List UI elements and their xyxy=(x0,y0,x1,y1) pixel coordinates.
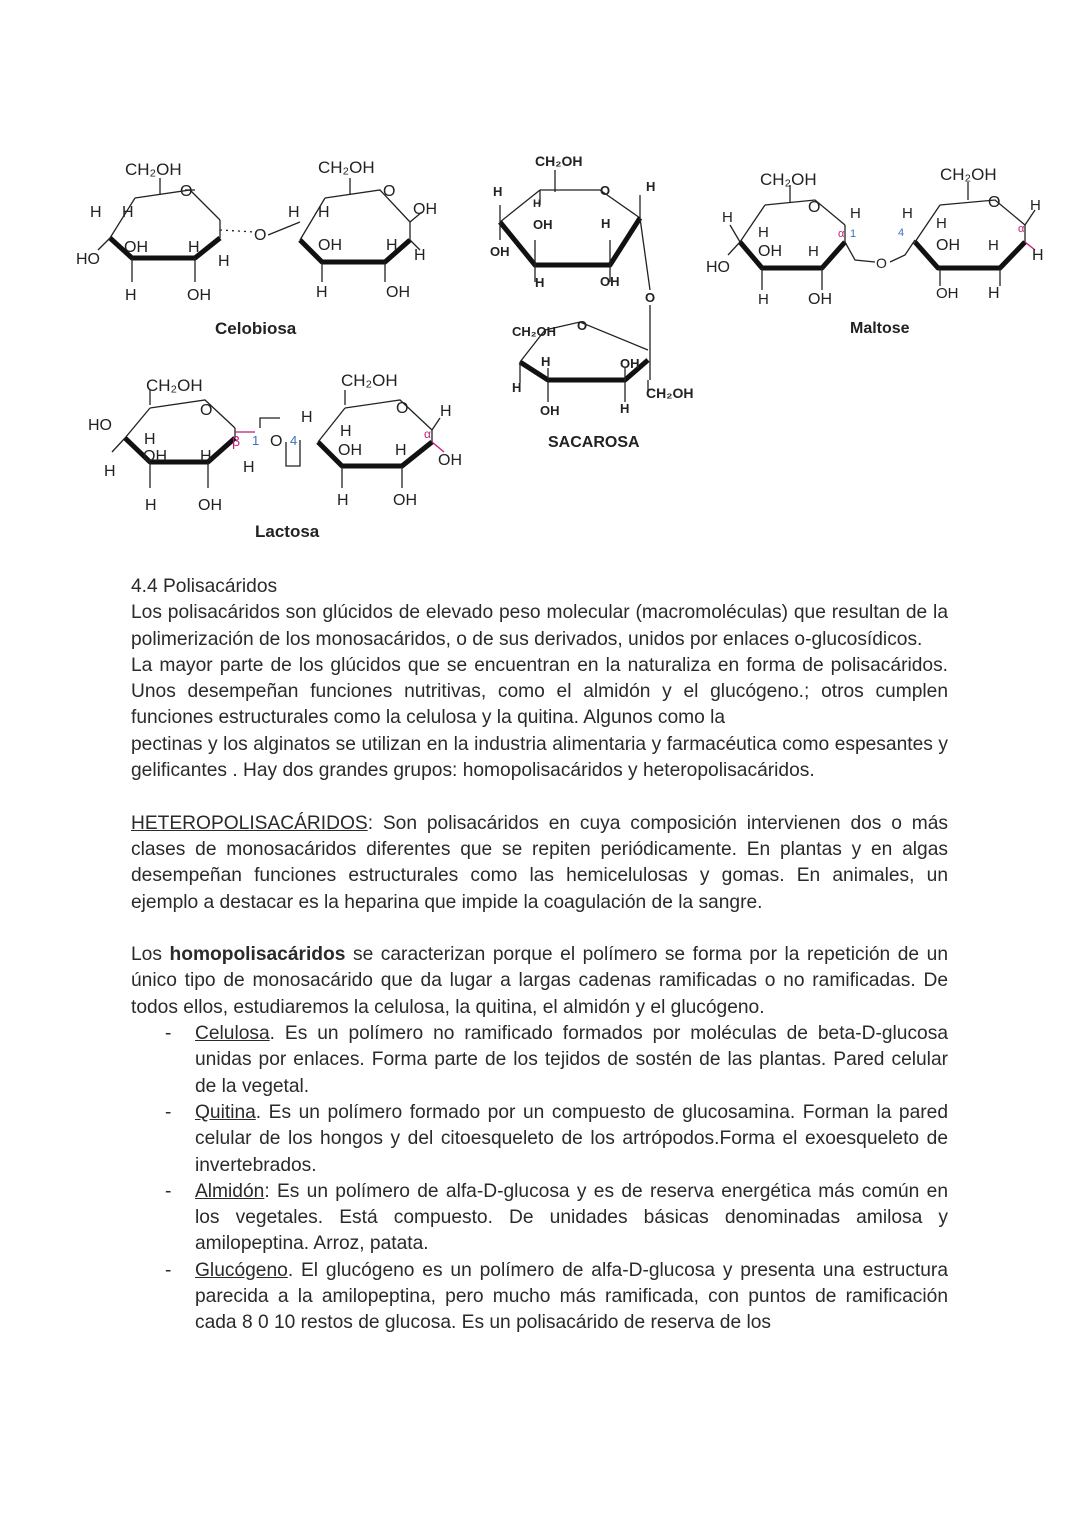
homopolisacaridos-paragraph xyxy=(131,942,948,1021)
maltose-label: α xyxy=(838,228,845,240)
lactosa-label: H xyxy=(340,423,352,440)
lactosa-label: H xyxy=(440,403,452,420)
sacarosa-label: O xyxy=(600,183,611,198)
sacarosa-label: OH xyxy=(533,217,553,232)
groups-paragraph-a: La mayor parte de los glúcidos que se encuentran en la naturaliza en forma de polisacáridos. Unos desempeñan funciones nutritivas, como el almidón y el glucógeno.; otros cumplen funciones estructurales como la celulosa y la quitina. Algunos como la xyxy=(131,654,948,729)
maltose-label: H xyxy=(988,237,999,254)
lactosa-label: H xyxy=(200,448,212,465)
sacarosa-label: H xyxy=(535,275,545,290)
lactosa-label: OH xyxy=(393,492,417,509)
maltose-label: OH xyxy=(808,291,832,308)
celobiosa-label: H xyxy=(386,237,398,254)
lactosa-structure xyxy=(88,371,462,541)
sacarosa-structure xyxy=(490,153,693,451)
maltose-label: OH xyxy=(758,243,782,260)
celobiosa-label: OH xyxy=(187,287,211,304)
maltose-label: H xyxy=(936,215,947,232)
maltose-label: CH₂OH xyxy=(940,165,997,184)
lactosa-label: H xyxy=(301,409,313,426)
celobiosa-label: OH xyxy=(124,239,148,256)
celobiosa-label: O xyxy=(383,183,396,200)
celobiosa-label: OH xyxy=(318,237,342,254)
lactosa-label: O xyxy=(200,402,213,419)
lactosa-label: OH xyxy=(198,497,222,514)
celobiosa-label: H xyxy=(122,204,134,221)
sacarosa-label: H xyxy=(646,179,656,194)
item-text: . Es un polímero no ramificado formados por moléculas de beta-D-glucosa unidas por enlaces. Forma parte de los tejidos de sostén de las plantas. Pared celular de la vegetal. xyxy=(195,1023,948,1097)
celobiosa-label: O xyxy=(254,227,267,244)
maltose-label: CH₂OH xyxy=(760,170,817,189)
lactosa-label: CH₂OH xyxy=(146,376,203,395)
sacarosa-label: OH xyxy=(600,274,620,289)
list-dash: - xyxy=(165,1180,172,1202)
groups-paragraph-b: pectinas y los alginatos se utilizan en la industria alimentaria y farmacéutica como espesantes y gelificantes . Hay dos grandes grupos: homopolisacáridos y heteropolisacáridos. xyxy=(131,733,948,782)
sacarosa-label: H xyxy=(533,198,541,210)
lactosa-label: α xyxy=(424,427,431,441)
maltose-label: OH xyxy=(936,237,960,254)
heteropolisacaridos-text: : Son polisacáridos en cuya composición intervienen dos o más clases de monosacáridos diferentes que se repiten periódicamente. En plantas y en algas desempeñan funciones estructurales como las hemicelulosas y gomas. En animales, un ejemplo a destacar es la heparina que impide la coagulación de la sangre. xyxy=(131,812,948,913)
sacarosa-label: H xyxy=(541,354,551,369)
lactosa-label: H xyxy=(104,463,116,480)
lactosa-label: β xyxy=(232,433,241,449)
maltose-label: H xyxy=(1032,247,1044,264)
maltose-caption: Maltose xyxy=(850,320,910,337)
list-dash: - xyxy=(165,1101,172,1123)
celobiosa-label: OH xyxy=(413,201,437,218)
section-heading: 4.4 Polisacáridos xyxy=(131,576,278,597)
lactosa-label: O xyxy=(396,400,409,417)
item-term: Glucógeno xyxy=(195,1259,288,1281)
celobiosa-label: H xyxy=(218,253,230,270)
list-dash: - xyxy=(165,1259,172,1281)
sacarosa-label: H xyxy=(601,216,611,231)
homopolisacaridos-term: homopolisacáridos xyxy=(169,944,346,966)
maltose-label: H xyxy=(808,243,819,260)
sacarosa-caption: SACAROSA xyxy=(548,434,640,451)
item-text: : Es un polímero de alfa-D-glucosa y es de reserva energética más común en los vegetales. Está compuesto. De unidades básicas denominadas amilosa y amilopeptina. Arroz, patata. xyxy=(195,1180,948,1255)
sacarosa-label: O xyxy=(645,290,656,305)
maltose-label: 4 xyxy=(898,227,905,239)
maltose-label: H xyxy=(722,209,733,226)
sacarosa-label: OH xyxy=(540,403,560,418)
lactosa-label: OH xyxy=(338,442,362,459)
maltose-label: OH xyxy=(936,285,959,302)
celobiosa-label: OH xyxy=(386,284,410,301)
celobiosa-label: H xyxy=(316,284,328,301)
maltose-label: α xyxy=(1018,223,1025,235)
celobiosa-label: H xyxy=(125,287,137,304)
item-term: Almidón xyxy=(195,1180,265,1202)
list-item xyxy=(131,1179,948,1258)
sacarosa-label: CH₂OH xyxy=(646,385,694,401)
sacarosa-label: O xyxy=(577,318,588,333)
homo-pre: Los xyxy=(131,944,170,966)
homopolisacaridos-list xyxy=(131,1021,948,1337)
heteropolisacaridos-term: HETEROPOLISACÁRIDOS xyxy=(131,812,368,834)
lactosa-label: H xyxy=(145,497,157,514)
lactosa-label: OH xyxy=(143,448,167,465)
celobiosa-label: O xyxy=(180,183,193,200)
lactosa-label: CH₂OH xyxy=(341,371,398,390)
sacarosa-label: CH₂OH xyxy=(512,324,557,339)
sacarosa-label: H xyxy=(493,184,503,199)
lactosa-label: O xyxy=(270,433,283,450)
maltose-label: O xyxy=(808,199,821,216)
celobiosa-label: H xyxy=(288,204,300,221)
item-term: Celulosa xyxy=(195,1023,270,1045)
celobiosa-label: H xyxy=(90,204,102,221)
maltose-label: O xyxy=(876,255,887,271)
maltose-label: H xyxy=(902,205,913,222)
homo-post: se caracterizan porque el polímero se forma por la repetición de un único tipo de monosacárido que da lugar a largas cadenas ramificadas o no ramificadas. De todos ellos, estudiaremos la celulosa, la quitina, el almidón y el glucógeno. xyxy=(131,944,948,1018)
lactosa-label: H xyxy=(337,492,349,509)
disaccharide-figures xyxy=(0,0,1080,560)
sacarosa-label: H xyxy=(620,401,630,416)
lactosa-caption: Lactosa xyxy=(255,522,320,541)
maltose-label: H xyxy=(758,224,769,241)
maltose-label: H xyxy=(850,205,861,222)
lactosa-label: H xyxy=(144,431,156,448)
heteropolisacaridos-paragraph xyxy=(131,811,948,916)
sacarosa-label: OH xyxy=(620,356,640,371)
celobiosa-label: H xyxy=(188,239,200,256)
list-item xyxy=(131,1258,948,1337)
maltose-label: O xyxy=(988,194,1001,211)
item-text: . El glucógeno es un polímero de alfa-D-glucosa y presenta una estructura parecida a la amilopeptina, pero mucho más ramificada, con puntos de ramificación cada 8 0 10 restos de glucosa. Es un polisacárido de reserva de los xyxy=(195,1259,948,1334)
sacarosa-label: CH₂OH xyxy=(535,153,583,169)
celobiosa-label: CH₂OH xyxy=(318,158,375,177)
list-item xyxy=(131,1021,948,1100)
lactosa-label: H xyxy=(243,459,255,476)
maltose-label: 1 xyxy=(850,228,857,240)
celobiosa-caption: Celobiosa xyxy=(215,319,297,338)
maltose-label: HO xyxy=(706,259,730,276)
polisacaridos-section xyxy=(131,574,948,1337)
lactosa-label: HO xyxy=(88,417,112,434)
lactosa-label: H xyxy=(395,442,407,459)
celobiosa-label: HO xyxy=(76,251,100,268)
lactosa-label: OH xyxy=(438,452,462,469)
celobiosa-label: CH₂OH xyxy=(125,160,182,179)
lactosa-label: 4 xyxy=(290,433,298,448)
lactosa-label: 1 xyxy=(252,433,260,448)
celobiosa-label: H xyxy=(414,247,426,264)
maltose-label: H xyxy=(1030,197,1041,214)
list-dash: - xyxy=(165,1023,172,1045)
intro-paragraph: Los polisacáridos son glúcidos de elevado peso molecular (macromoléculas) que resultan de la polimerización de los monosacáridos, o de sus derivados, unidos por enlaces o-glucosídicos. xyxy=(131,602,948,650)
maltose-label: H xyxy=(758,291,769,308)
celobiosa-label: H xyxy=(318,204,330,221)
maltose-label: H xyxy=(988,285,1000,302)
maltose-structure xyxy=(706,165,1044,337)
sacarosa-label: H xyxy=(512,380,522,395)
list-item xyxy=(131,1100,948,1179)
sacarosa-label: OH xyxy=(490,244,510,259)
celobiosa-structure xyxy=(76,158,437,338)
item-text: . Es un polímero formado por un compuesto de glucosamina. Forman la pared celular de los hongos y del citoesqueleto de los artrópodos.Forma el exoesqueleto de invertebrados. xyxy=(195,1101,948,1176)
item-term: Quitina xyxy=(195,1101,256,1123)
